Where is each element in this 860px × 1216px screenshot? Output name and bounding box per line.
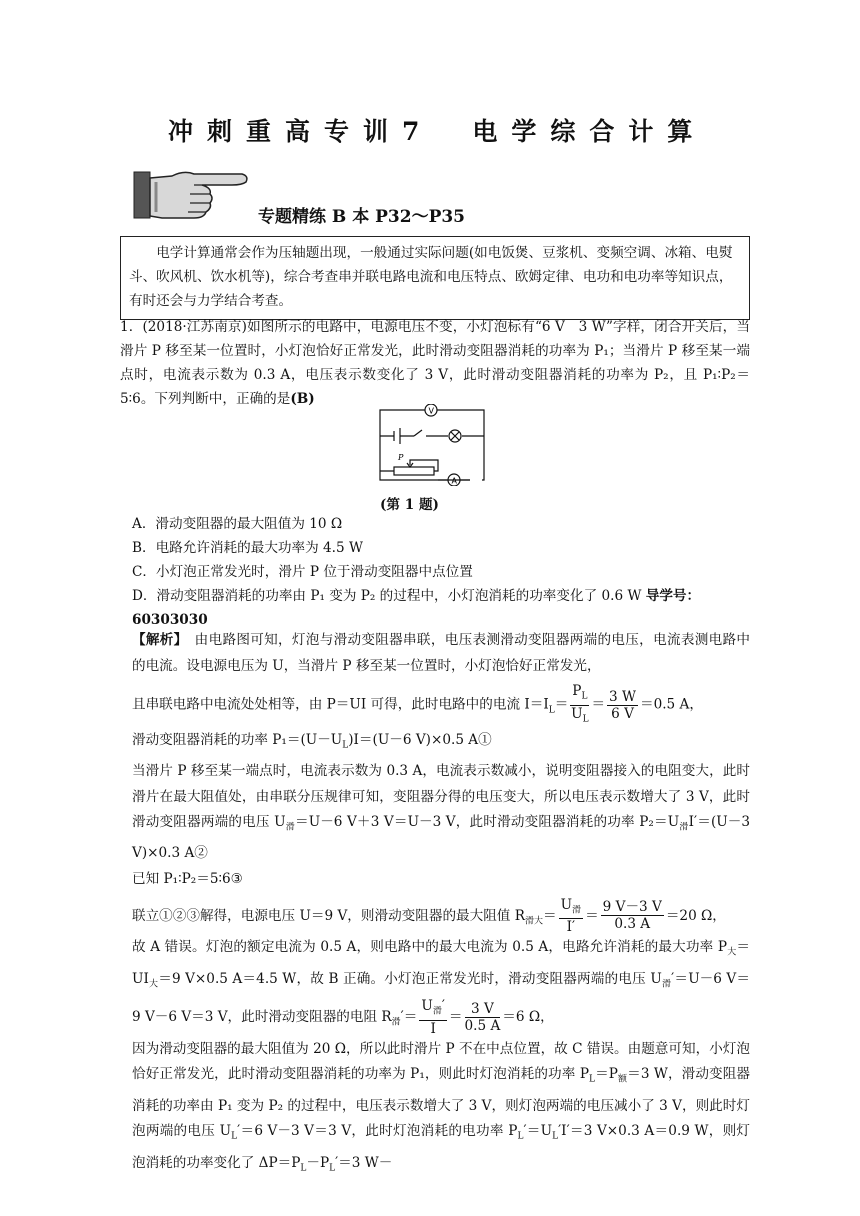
ammeter-label: A <box>451 476 457 486</box>
option-a: A．滑动变阻器的最大阻值为 10 Ω <box>132 516 343 532</box>
solution-label: 【解析】 <box>132 632 181 648</box>
solution-line: ′＝6 V－3 V＝3 V，此时灯泡消耗的电功率 P <box>237 1123 518 1140</box>
solution: 【解析】 由电路图可知，灯泡与滑动变阻器串联，电压表测滑动变阻器两端的电压，电流表测电路中的电流。设电源电压为 U，当滑片 P 移至某一位置时，小灯泡恰好正常发光， 且串联电路中电流处处相等，由 P＝UI 可得，此时电路中的电流 $I=I_L=$ $\frac{P_L}{U_L}$ ＝ $\frac{3 W}{6 V}$ ＝0.5 A， 滑动变阻器消耗的功率 $P_1=(U-U_L)I=(U-6$ V)×0.5 A① 当滑片 P 移至某一端点时，电流表示数为 0.3 A，电流表示数减小，说明变阻器接入的电阻变大，此时滑片在最大阻值处，由串联分压规律可知，变阻器分得的电压变大，所以电压表示数增大了 3 V，此时滑动变阻器两端的电压 $U_滑=U-6$ V＋3 V＝U－3 V，此时滑动变阻器消耗的功率 $P_2=U_滑I'=(U-3$ V)×0.3 A② 已知 P₁∶P₂＝5∶6③ 联立①②③解得，电源电压 U＝9 V，则滑动变阻器的最大阻值 $R_{滑大}=$ $\frac{U_滑}{I'}$ ＝ $\frac{9 V-3 V}{0.3 A}$ ＝20 Ω， 故 A 错误。灯泡的额定电流为 0.5 A，则电路中的最大电流为 0.5 A，电路允许消耗的最大功率 $P_大=UI_大=9$ V×0.5 A＝4.5 W，故 B 正确。小灯泡正常发光时，滑动变阻器两端的电压 $U_滑'=U-6$ V＝9 V－6 V＝3 V，此时滑动变阻器的电阻 $R_滑'=$ $\frac{U_滑'}{I}$ ＝ $\frac{3 V}{0.5 A}$ ＝6 Ω， 因为滑动变阻器的最大阻值为 20 Ω，所以此时滑片 P 不在中点位置，故 C 错误。由题意可知，小灯泡恰好正常发光，此时滑动变阻器消耗的功率为 P₁，则此时灯泡消耗的功率 $P_L=P_额=3$ W，滑动变阻器消耗的功率由 P₁ 变为 P₂ 的过程中，电压表示数增大了 3 V，则灯泡两端的电压减小了 3 V，则此时灯泡两端的电压 $U_L'=6$ V－3 V＝3 V，此时灯泡消耗的电功率 $P_L'=U_L'I'=3$ V×0.3 A＝0.9 W，则灯泡消耗的功率变化了 $\Delta P=P_L-P_L'=3$ W－ <box>132 632 751 1174</box>
question-1 <box>120 315 750 411</box>
option-c: C．小灯泡正常发光时，滑片 P 位于滑动变阻器中点位置 <box>132 564 473 580</box>
page-title: 冲刺重高专训7 电学综合计算 <box>168 117 707 146</box>
pointing-hand-icon <box>132 168 250 222</box>
solution-line: 因为滑动变阻器的最大阻值为 20 Ω，所以此时滑片 P 不在中点位置，故 C 错误。由题意可知，小灯泡恰好正常发光，此时滑动变阻器消耗的功率为 P₁，则此时灯泡消耗的功率 P <box>132 1040 750 1083</box>
guide-number: 60303030 <box>132 612 208 628</box>
slider-label: P <box>398 453 404 462</box>
question-stem: 1．(2018·江苏南京)如图所示的电路中，电源电压不变，小灯泡标有“6 V 3 W”字样，闭合开关后，当滑片 P 移至某一位置时，小灯泡恰好正常发光，此时滑动变阻器消耗的功率为 P₁；当滑片 P 移至某一端点时，电流表示数为 0.3 A，电压表示数变化了 3 V，此时滑动变阻器消耗的功率为 P₂，且 P₁∶P₂＝5∶6。下列判断中，正确的是 <box>120 319 750 407</box>
solution-line: 已知 P₁∶P₂＝5∶6③ <box>132 871 243 888</box>
voltmeter-label: V <box>428 406 434 416</box>
solution-line: 故 A 错误。灯泡的额定电流为 0.5 A，则电路中的最大电流为 0.5 A，电路允许消耗的最大功率 P <box>132 939 728 956</box>
solution-line: 联立①②③解得，电源电压 U＝9 V，则滑动变阻器的最大阻值 R <box>132 907 525 924</box>
figure-caption: (第 1 题) <box>380 497 439 513</box>
guide-label: 导学号： <box>645 588 701 604</box>
option-b: B．电路允许消耗的最大功率为 4.5 W <box>132 540 363 556</box>
question-answer: (B) <box>290 391 315 407</box>
solution-line: ＝9 V×0.5 A＝4.5 W，故 B 正确。小灯泡正常发光时，滑动变阻器两端的电压 U <box>158 970 662 987</box>
solution-line: 由电路图可知，灯泡与滑动变阻器串联，电压表测滑动变阻器两端的电压，电流表测电路中的电流。设电源电压为 U，当滑片 P 移至某一位置时，小灯泡恰好正常发光， <box>132 632 751 674</box>
solution-line: ′＝3 V×0.3 A＝0.9 W，则灯泡消耗的功率变化了 ΔP＝P <box>132 1123 751 1171</box>
option-d: D．滑动变阻器消耗的功率由 P₁ 变为 P₂ 的过程中，小灯泡消耗的功率变化了 0.6 W <box>132 588 642 604</box>
solution-line: 当滑片 P 移至某一端点时，电流表示数为 0.3 A，电流表示数减小，说明变阻器接入的电阻变大，此时滑片在最大阻值处，由串联分压规律可知，变阻器分得的电压变大，所以电压表示数增大了 3 V，此时滑动变阻器两端的电压 U <box>132 762 750 831</box>
circuit-diagram <box>374 404 486 486</box>
solution-line: 滑动变阻器消耗的功率 P₁＝(U－U <box>132 731 343 748</box>
solution-line: 且串联电路中电流处处相等，由 P＝UI 可得，此时电路中的电流 I＝I <box>132 696 549 713</box>
options-list <box>132 512 752 632</box>
solution-line: ＝3 W，滑动变阻器消耗的功率由 P₁ 变为 P₂ 的过程中，电压表示数增大了 3 V，则灯泡两端的电压减小了 3 V，则此时灯泡两端的电压 U <box>132 1066 750 1140</box>
intro-box: 电学计算通常会作为压轴题出现，一般通过实际问题(如电饭煲、豆浆机、变频空调、冰箱、电熨斗、吹风机、饮水机等)，综合考查串并联电路电流和电压特点、欧姆定律、电功和电功率等知识点，有时还会与力学结合考查。 <box>120 236 750 320</box>
solution-line: ＝U－6 V＋3 V＝U－3 V，此时滑动变阻器消耗的功率 P₂＝U <box>294 814 680 831</box>
page-subtitle: 专题精练 B 本 P32～P35 <box>258 207 466 227</box>
